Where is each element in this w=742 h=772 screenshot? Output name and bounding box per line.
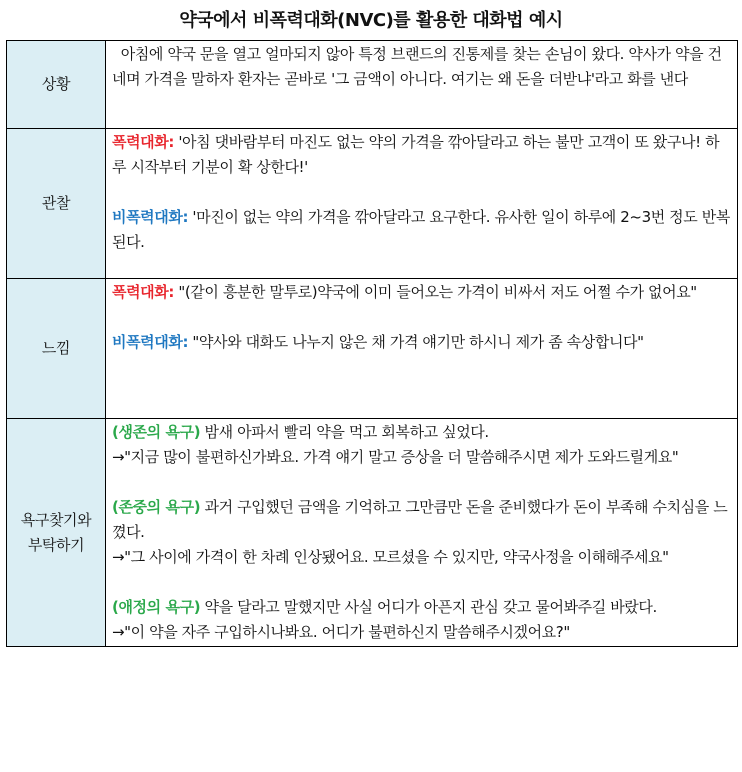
nvc-example-table xyxy=(6,40,738,647)
spacer xyxy=(112,570,731,595)
violent-text: "(같이 흥분한 말투로)약국에 이미 들어오는 가격이 비싸서 저도 어쩔 수가 없어요" xyxy=(173,283,697,301)
observation-cell xyxy=(106,129,738,279)
need-tag: (존중의 욕구) xyxy=(112,498,201,516)
label-text: 관찰 xyxy=(41,194,71,212)
needs-cell xyxy=(106,419,738,647)
row-needs xyxy=(7,419,738,647)
row-label-observation xyxy=(7,129,106,279)
feeling-nonviolent xyxy=(112,330,731,355)
need-text: 밤새 아파서 빨리 약을 먹고 회복하고 싶었다. xyxy=(200,423,489,441)
need-item xyxy=(112,495,731,545)
row-observation xyxy=(7,129,738,279)
need-item xyxy=(112,595,731,620)
label-text: 상황 xyxy=(41,75,71,93)
nonviolent-tag: 비폭력대화: xyxy=(112,208,189,226)
document-title: 약국에서 비폭력대화(NVC)를 활용한 대화법 예시 xyxy=(179,10,563,31)
situation-cell xyxy=(106,41,738,129)
need-text: 약을 달라고 말했지만 사실 어디가 아픈지 관심 갖고 물어봐주길 바랐다. xyxy=(200,598,657,616)
observation-nonviolent xyxy=(112,205,731,255)
need-tag: (애정의 욕구) xyxy=(112,598,201,616)
spacer xyxy=(112,180,731,205)
violent-tag: 폭력대화: xyxy=(112,283,174,301)
row-feeling xyxy=(7,279,738,419)
nonviolent-tag: 비폭력대화: xyxy=(112,333,189,351)
request-text: →"그 사이에 가격이 한 차례 인상됐어요. 모르셨을 수 있지만, 약국사정을 이해해주세요" xyxy=(112,548,669,566)
need-text: 과거 구입했던 금액을 기억하고 그만큼만 돈을 준비했다가 돈이 부족해 수치심을 느꼈다. xyxy=(112,498,728,541)
label-text: 느낌 xyxy=(41,339,71,357)
observation-violent xyxy=(112,130,731,180)
label-text-line1: 욕구찾기와 xyxy=(20,510,92,529)
label-text-line2: 부탁하기 xyxy=(27,535,85,554)
nonviolent-text: "약사와 대화도 나누지 않은 채 가격 얘기만 하시니 제가 좀 속상합니다" xyxy=(188,333,644,351)
row-label-needs xyxy=(7,419,106,647)
request-text: →"이 약을 자주 구입하시나봐요. 어디가 불편하신지 말씀해주시겠어요?" xyxy=(112,623,570,641)
violent-text: '아침 댓바람부터 마진도 없는 약의 가격을 깎아달라고 하는 불만 고객이 또 왔구나! 하루 시작부터 기분이 확 상한다!' xyxy=(112,133,720,176)
need-tag: (생존의 욕구) xyxy=(112,423,201,441)
situation-text: 아침에 약국 문을 열고 얼마되지 않아 특정 브랜드의 진통제를 찾는 손님이 왔다. 약사가 약을 건네며 가격을 말하자 환자는 곧바로 '그 금액이 아니다. 여기는 왜 돈을 더받냐'라고 화를 낸다 xyxy=(112,45,722,88)
feeling-violent xyxy=(112,280,731,305)
spacer xyxy=(112,305,731,330)
row-label-feeling xyxy=(7,279,106,419)
spacer xyxy=(112,470,731,495)
violent-tag: 폭력대화: xyxy=(112,133,174,151)
need-item xyxy=(112,420,731,445)
nonviolent-text: '마진이 없는 약의 가격을 깎아달라고 요구한다. 유사한 일이 하루에 2~3번 정도 반복된다. xyxy=(112,208,730,251)
row-situation xyxy=(7,41,738,129)
feeling-cell xyxy=(106,279,738,419)
row-label-situation xyxy=(7,41,106,129)
request-text: →"지금 많이 불편하신가봐요. 가격 얘기 말고 증상을 더 말씀해주시면 제가 도와드릴게요" xyxy=(112,448,679,466)
